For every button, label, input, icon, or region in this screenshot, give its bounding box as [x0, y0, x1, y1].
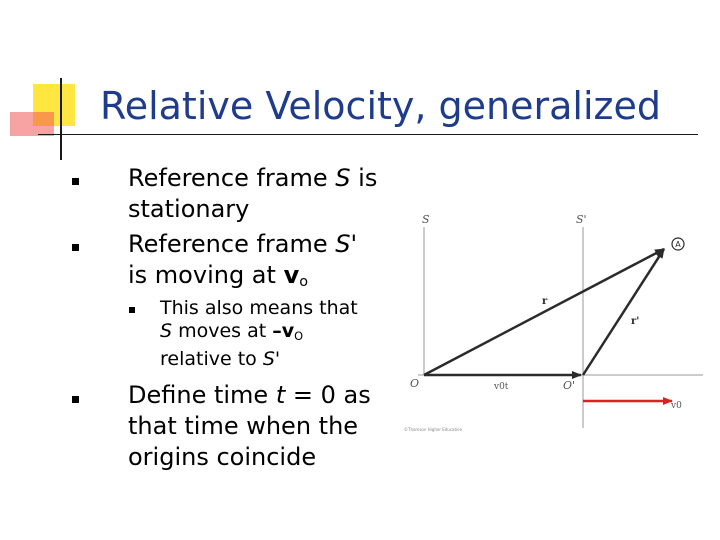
- v0-label: v0: [671, 401, 682, 411]
- sub-bullet-vector-sub: O: [294, 329, 304, 343]
- bullet-1-suffix: is: [350, 164, 378, 192]
- sub-bullet: [160, 297, 400, 371]
- s-prime-label: S': [576, 213, 587, 226]
- point-a-label: A: [675, 240, 681, 249]
- bullet-1-line2: stationary: [128, 195, 250, 223]
- bullet-2: [128, 229, 398, 298]
- bullet-2-prefix: Reference frame: [128, 230, 336, 258]
- bullet-2-vector: v: [283, 261, 300, 289]
- sub-bullet-line1: This also means that: [160, 297, 358, 319]
- decorative-red-rectangle: [10, 112, 54, 136]
- sub-bullet-line3: relative to: [160, 348, 263, 370]
- bullet-marker-1: [72, 178, 79, 185]
- bullet-marker-2: [72, 244, 79, 251]
- bullet-1-frame: S: [335, 164, 351, 192]
- bullet-1: [128, 163, 398, 225]
- o-label: O: [410, 377, 420, 390]
- sub-bullet-moves: moves at: [172, 320, 273, 342]
- r-label: r: [542, 296, 548, 307]
- slide-title: Relative Velocity, generalized: [100, 84, 661, 128]
- r-prime-label: r': [631, 316, 640, 327]
- bullet-2-vector-sub: o: [299, 274, 309, 290]
- copyright-caption: ©Thomson Higher Education: [404, 427, 463, 432]
- bullet-3: [128, 380, 398, 473]
- s-label: S: [422, 213, 430, 226]
- sub-bullet-marker: [129, 307, 135, 313]
- sub-bullet-frame2: S': [262, 348, 281, 370]
- bullet-3-line3: origins coincide: [128, 443, 317, 471]
- o-prime-label: O': [563, 379, 576, 392]
- v0t-label: v0t: [494, 382, 509, 392]
- bullet-3-end: = 0 as: [285, 381, 371, 409]
- bullet-3-line2: that time when the: [128, 412, 359, 440]
- diagram-background: [398, 203, 710, 440]
- bullet-marker-3: [72, 396, 79, 403]
- sub-bullet-vector: –v: [272, 320, 295, 342]
- bullet-2-line2: is moving at: [128, 261, 284, 289]
- bullet-1-prefix: Reference frame: [128, 164, 336, 192]
- decorative-vertical-line: [60, 78, 62, 160]
- bullet-2-frame: S': [335, 230, 358, 258]
- sub-bullet-frame: S: [160, 320, 173, 342]
- bullet-3-start: Define time: [128, 381, 276, 409]
- title-underline: [38, 134, 698, 135]
- bullet-3-t: t: [275, 381, 286, 409]
- relative-velocity-diagram: [398, 203, 710, 440]
